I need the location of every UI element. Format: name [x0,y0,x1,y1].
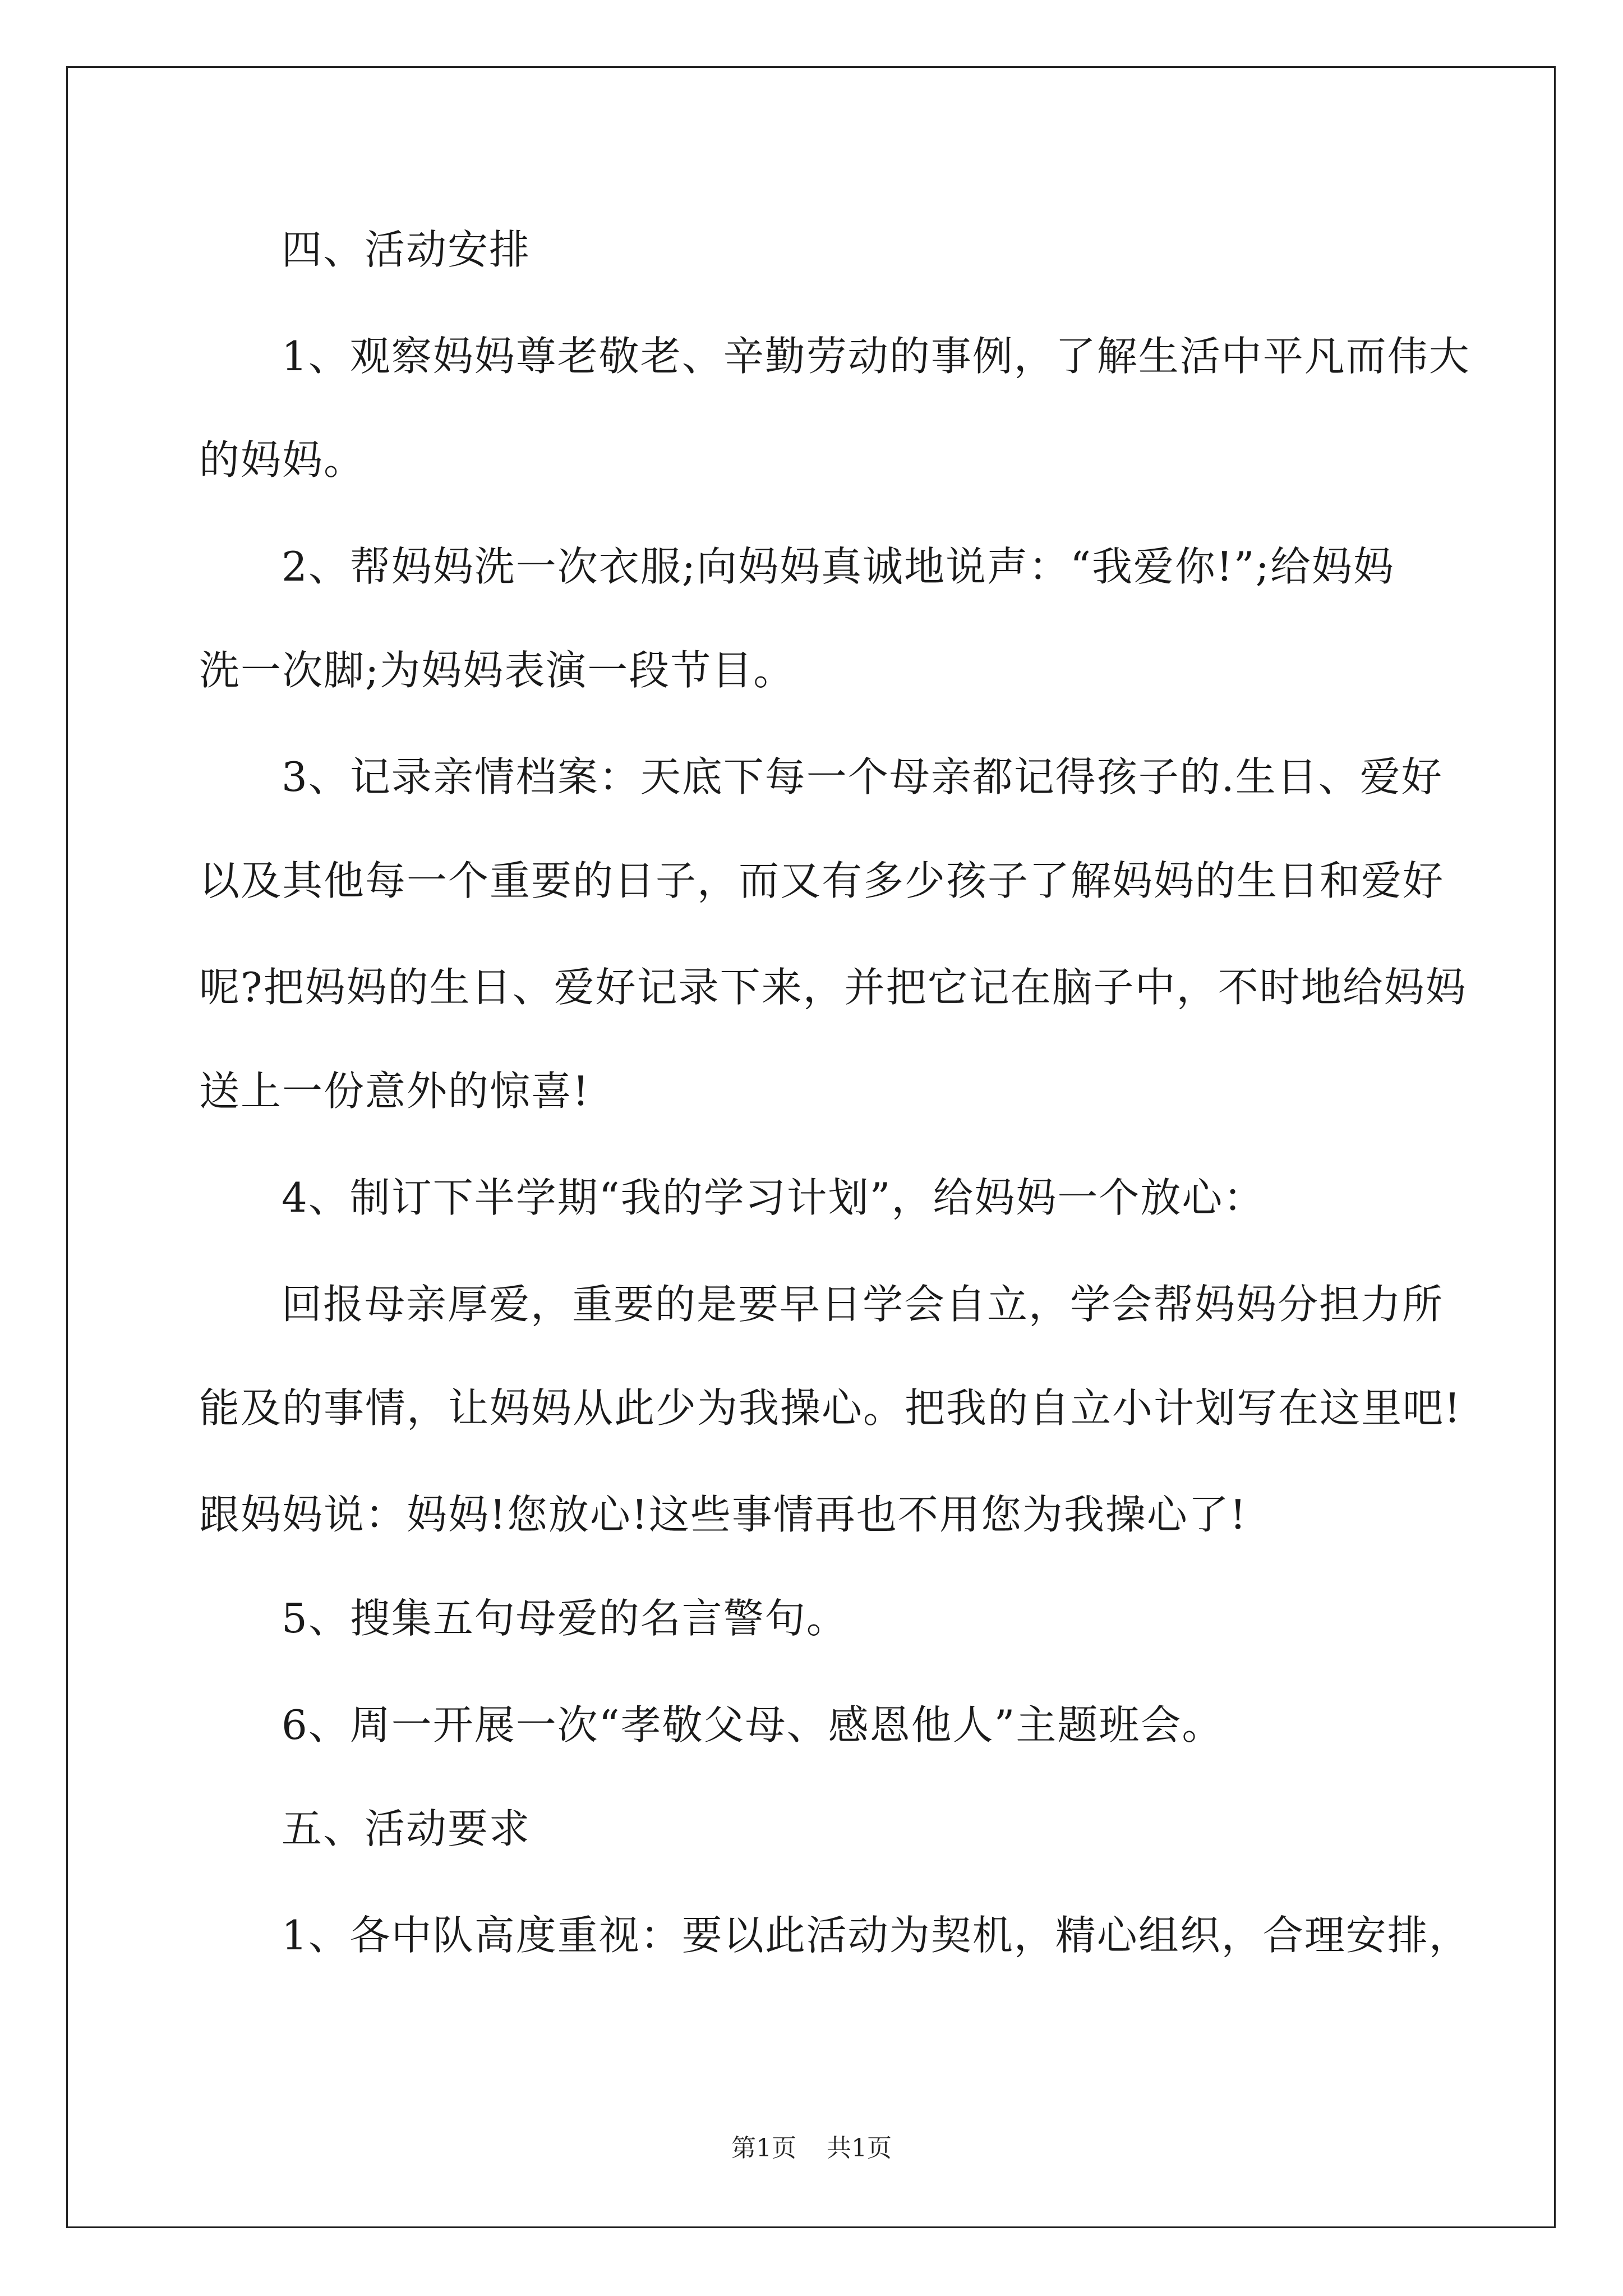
paragraph-line-2: 能及的事情，让妈妈从此少为我操心。把我的自立小计划写在这里吧! [199,1384,1461,1432]
paragraph-line-3: 跟妈妈说：妈妈!您放心!这些事情再也不用您为我操心了! [199,1491,1247,1538]
heading-activity-requirements: 五、活动要求 [282,1805,531,1852]
item-5: 5、搜集五句母爱的名言警句。 [282,1595,848,1642]
item-2-line-1: 2、帮妈妈洗一次衣服;向妈妈真诚地说声：“我爱你!”;给妈妈 [282,543,1395,590]
item-3-line-1: 3、记录亲情档案：天底下每一个母亲都记得孩子的.生日、爱好 [282,753,1443,800]
heading-activity-arrangement: 四、活动安排 [282,226,531,273]
page-footer [0,2132,1623,2165]
item-1-line-1: 1、观察妈妈尊老敬老、辛勤劳动的事例，了解生活中平凡而伟大 [282,333,1470,380]
item-3-line-2: 以及其他每一个重要的日子，而又有多少孩子了解妈妈的生日和爱好 [199,857,1445,904]
page-number-total: 共1页 [827,2134,892,2162]
item-3-line-3: 呢?把妈妈的生日、爱好记录下来，并把它记在脑子中，不时地给妈妈 [199,964,1467,1011]
item-6: 6、周一开展一次“孝敬父母、感恩他人”主题班会。 [282,1701,1224,1749]
item-1-line-2: 的妈妈。 [199,436,366,484]
page-number-current: 第1页 [731,2134,796,2162]
requirement-1-line-1: 1、各中队高度重视：要以此活动为契机，精心组织，合理安排， [282,1912,1470,1959]
page-border [66,66,1556,2228]
paragraph-line-1: 回报母亲厚爱，重要的是要早日学会自立，学会帮妈妈分担力所 [282,1281,1444,1328]
item-4-line-1: 4、制订下半学期“我的学习计划”，给妈妈一个放心： [282,1174,1265,1221]
item-3-line-4: 送上一份意外的惊喜! [199,1068,590,1115]
item-2-line-2: 洗一次脚;为妈妈表演一段节目。 [199,647,795,694]
